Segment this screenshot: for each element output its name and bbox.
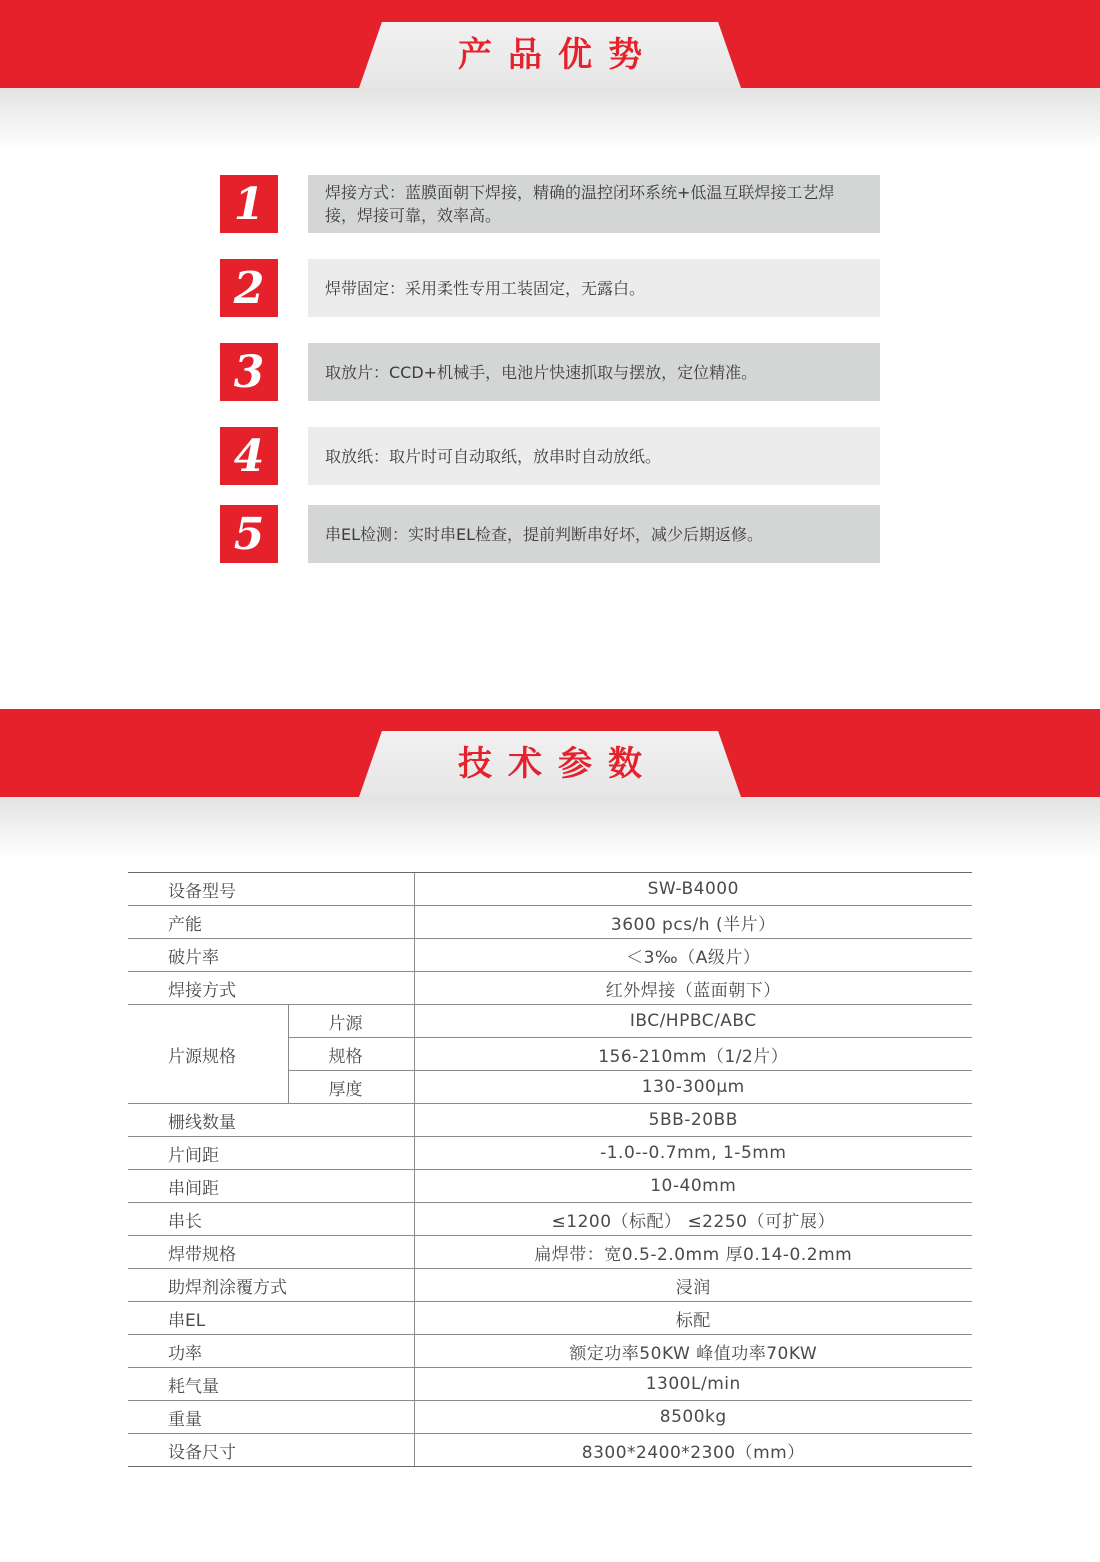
spec-label: 片间距 (128, 1137, 414, 1170)
table-row (128, 1368, 972, 1401)
table-row (128, 1104, 972, 1137)
spec-value: 8500kg (414, 1401, 972, 1434)
table-row (128, 1236, 972, 1269)
table-row (128, 939, 972, 972)
table-row (128, 1335, 972, 1368)
spec-label: 耗气量 (128, 1368, 414, 1401)
spec-label: 设备型号 (128, 873, 414, 906)
spec-value: 扁焊带：宽0.5-2.0mm 厚0.14-0.2mm (414, 1236, 972, 1269)
table-row (128, 1170, 972, 1203)
specs-title: 技术参数 (458, 744, 658, 784)
spec-value: 1300L/min (414, 1368, 972, 1401)
advantage-item (220, 175, 880, 233)
advantage-text: 取放纸：取片时可自动取纸，放串时自动放纸。 (308, 427, 880, 485)
table-row (128, 1401, 972, 1434)
spec-label: 产能 (128, 906, 414, 939)
advantage-item (220, 505, 880, 563)
spec-value: 红外焊接（蓝面朝下） (414, 972, 972, 1005)
advantage-number: 1 (220, 175, 278, 233)
banner-shadow (0, 88, 1100, 150)
table-row (128, 1302, 972, 1335)
advantage-text: 串EL检测：实时串EL检查，提前判断串好坏，减少后期返修。 (308, 505, 880, 563)
spec-group-label: 片源规格 (128, 1005, 288, 1104)
spec-value: ＜3‰（A级片） (414, 939, 972, 972)
advantage-text: 取放片：CCD+机械手，电池片快速抓取与摆放，定位精准。 (308, 343, 880, 401)
spec-sublabel: 厚度 (288, 1071, 414, 1104)
spec-sublabel: 片源 (288, 1005, 414, 1038)
spec-value: 额定功率50KW 峰值功率70KW (414, 1335, 972, 1368)
advantage-item (220, 343, 880, 401)
spec-value: IBC/HPBC/ABC (414, 1005, 972, 1038)
table-row (128, 873, 972, 906)
spec-value: 标配 (414, 1302, 972, 1335)
table-row (128, 1005, 972, 1038)
advantages-title: 产品优势 (458, 35, 658, 75)
spec-table (128, 872, 972, 1467)
spec-label: 串长 (128, 1203, 414, 1236)
spec-label: 焊带规格 (128, 1236, 414, 1269)
spec-value: 130-300μm (414, 1071, 972, 1104)
advantage-number: 2 (220, 259, 278, 317)
table-row (128, 1137, 972, 1170)
table-row (128, 1203, 972, 1236)
spec-label: 助焊剂涂覆方式 (128, 1269, 414, 1302)
spec-value: 5BB-20BB (414, 1104, 972, 1137)
table-row (128, 1434, 972, 1467)
spec-label: 重量 (128, 1401, 414, 1434)
advantage-number: 3 (220, 343, 278, 401)
spec-label: 栅线数量 (128, 1104, 414, 1137)
advantages-banner (0, 0, 1100, 150)
spec-value: 156-210mm（1/2片） (414, 1038, 972, 1071)
spec-label: 焊接方式 (128, 972, 414, 1005)
table-row (128, 1269, 972, 1302)
spec-value: -1.0--0.7mm, 1-5mm (414, 1137, 972, 1170)
advantage-number: 4 (220, 427, 278, 485)
spec-sublabel: 规格 (288, 1038, 414, 1071)
advantage-text: 焊接方式：蓝膜面朝下焊接，精确的温控闭环系统+低温互联焊接工艺焊接，焊接可靠，效率高。 (308, 175, 880, 233)
spec-label: 功率 (128, 1335, 414, 1368)
spec-value: ≤1200（标配） ≤2250（可扩展） (414, 1203, 972, 1236)
spec-value: 10-40mm (414, 1170, 972, 1203)
spec-label: 串EL (128, 1302, 414, 1335)
spec-label: 破片率 (128, 939, 414, 972)
spec-label: 串间距 (128, 1170, 414, 1203)
banner-shadow (0, 797, 1100, 859)
table-row (128, 906, 972, 939)
spec-value: 3600 pcs/h (半片） (414, 906, 972, 939)
spec-value: 浸润 (414, 1269, 972, 1302)
spec-label: 设备尺寸 (128, 1434, 414, 1467)
spec-value: SW-B4000 (414, 873, 972, 906)
advantage-item (220, 427, 880, 485)
advantage-item (220, 259, 880, 317)
advantage-text: 焊带固定：采用柔性专用工装固定，无露白。 (308, 259, 880, 317)
advantage-number: 5 (220, 505, 278, 563)
specs-banner (0, 709, 1100, 859)
spec-value: 8300*2400*2300（mm） (414, 1434, 972, 1467)
table-row (128, 972, 972, 1005)
